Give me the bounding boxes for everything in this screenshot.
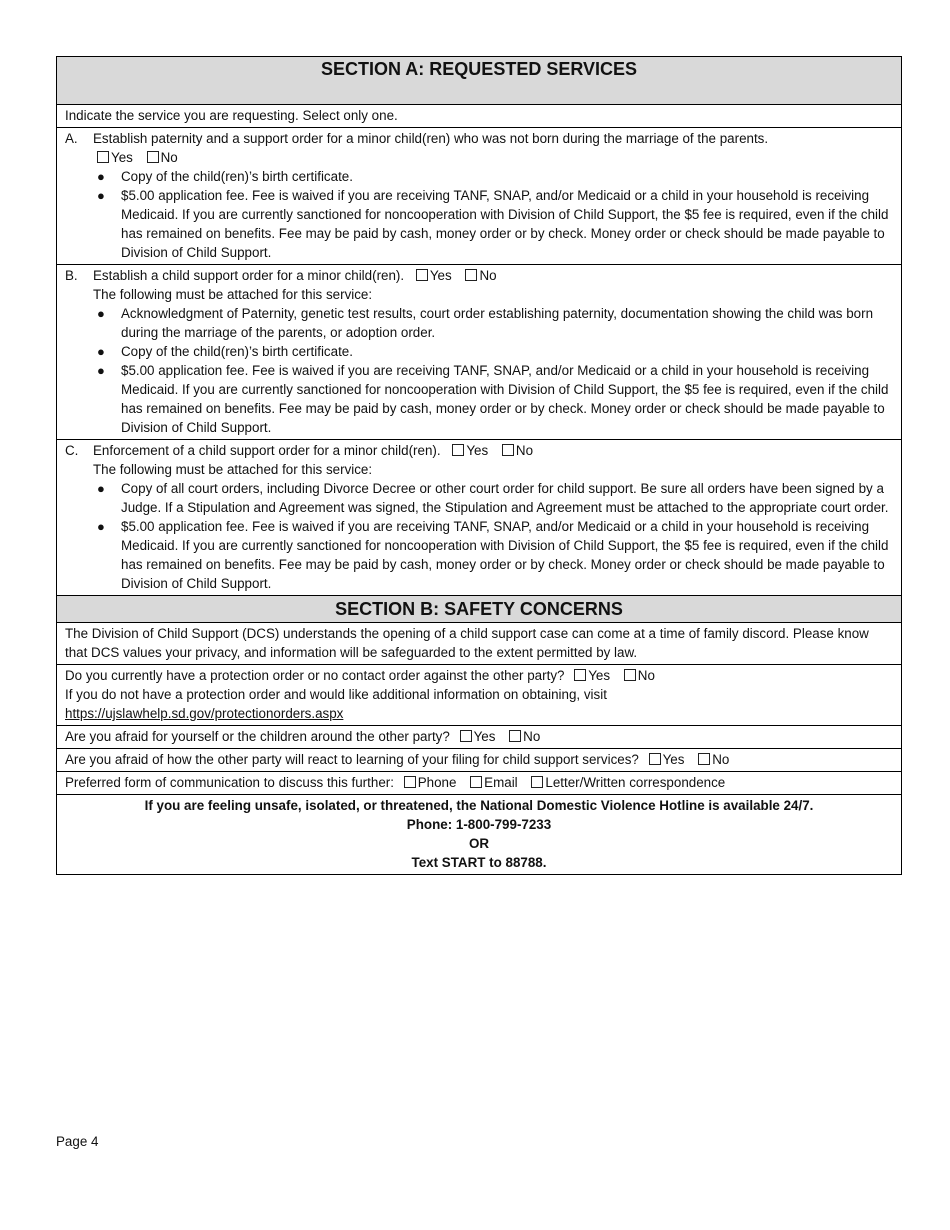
- service-item-c: [57, 440, 902, 596]
- section-a-instruction: Indicate the service you are requesting. Select only one.: [57, 105, 902, 128]
- checkbox-icon: [574, 669, 586, 681]
- list-item: ● Acknowledgment of Paternity, genetic test results, court order establishing paternity, documentation showing the child was born during the marriage of the parents, or adoption order.: [97, 306, 874, 340]
- letter-checkbox[interactable]: Letter/Written correspondence: [531, 773, 725, 792]
- no-checkbox[interactable]: No: [624, 666, 655, 685]
- no-checkbox[interactable]: No: [147, 148, 178, 167]
- item-text: Enforcement of a child support order for a minor child(ren).: [93, 443, 441, 458]
- yes-checkbox[interactable]: Yes: [574, 666, 610, 685]
- bullet-icon: ●: [97, 169, 105, 184]
- checkbox-icon: [531, 776, 543, 788]
- checkbox-icon: [465, 269, 477, 281]
- question-text: Are you afraid for yourself or the children around the other party?: [65, 729, 450, 744]
- no-checkbox[interactable]: No: [465, 266, 496, 285]
- checkbox-icon: [649, 753, 661, 765]
- page-number: Page 4: [56, 1134, 99, 1149]
- application-form-table: [56, 56, 902, 875]
- checkbox-icon: [509, 730, 521, 742]
- yes-checkbox[interactable]: Yes: [649, 750, 685, 769]
- item-text: Establish paternity and a support order for a minor child(ren) who was not born during the marriage of the parents.: [93, 131, 769, 146]
- afraid-question: [57, 726, 902, 749]
- bullet-icon: ●: [97, 188, 105, 203]
- phone-checkbox[interactable]: Phone: [404, 773, 457, 792]
- checkbox-icon: [460, 730, 472, 742]
- yes-checkbox[interactable]: Yes: [416, 266, 452, 285]
- bullet-icon: ●: [97, 306, 105, 321]
- service-item-a: [57, 128, 902, 265]
- attach-note: The following must be attached for this service:: [93, 462, 373, 477]
- communication-preference: [57, 772, 902, 795]
- hotline-text-option: Text START to 88788.: [411, 855, 547, 870]
- list-item: ● Copy of the child(ren)’s birth certificate.: [97, 344, 353, 359]
- service-item-b: [57, 265, 902, 440]
- bullet-icon: ●: [97, 363, 105, 378]
- requirements-list: [65, 304, 893, 437]
- yes-checkbox[interactable]: Yes: [452, 441, 488, 460]
- checkbox-icon: [502, 444, 514, 456]
- section-a-header: [57, 57, 902, 105]
- yes-checkbox[interactable]: Yes: [97, 148, 133, 167]
- question-text: Are you afraid of how the other party will react to learning of your filing for child support services?: [65, 752, 639, 767]
- protection-order-question: [57, 665, 902, 726]
- yes-checkbox[interactable]: Yes: [460, 727, 496, 746]
- bullet-icon: ●: [97, 481, 105, 496]
- item-letter: C.: [65, 443, 79, 458]
- item-letter: A.: [65, 131, 78, 146]
- item-text: Establish a child support order for a minor child(ren).: [93, 268, 405, 283]
- hotline-or: OR: [468, 836, 490, 851]
- item-letter: B.: [65, 268, 78, 283]
- reaction-question: [57, 749, 902, 772]
- list-item: ● Copy of all court orders, including Divorce Decree or other court order for child support. Be sure all orders have been signed by a Judge. If a Stipulation and Agreement was signed, the Stipulation and Agreement must be attached to the appropriate court order.: [97, 481, 889, 515]
- checkbox-icon: [452, 444, 464, 456]
- bullet-icon: ●: [97, 519, 105, 534]
- bullet-icon: ●: [97, 344, 105, 359]
- no-checkbox[interactable]: No: [698, 750, 729, 769]
- protection-order-note: If you do not have a protection order and would like additional information on obtaining, visit: [65, 687, 607, 702]
- list-item: ● $5.00 application fee. Fee is waived if you are receiving TANF, SNAP, and/or Medicaid or a child in your household is receiving Medicaid. If you are currently sanctioned for noncooperation with Division of Child Support, the $5 fee is required, even if the child has remained on benefits. Fee may be paid by cash, money order or by check. Money order or check should be made payable to Division of Child Support.: [97, 363, 889, 435]
- protection-orders-link[interactable]: https://ujslawhelp.sd.gov/protectionorders.aspx: [65, 706, 344, 721]
- hotline-info: [57, 795, 902, 875]
- no-checkbox[interactable]: No: [502, 441, 533, 460]
- checkbox-icon: [147, 151, 159, 163]
- email-checkbox[interactable]: Email: [470, 773, 517, 792]
- checkbox-icon: [470, 776, 482, 788]
- requirements-list: [65, 167, 893, 262]
- hotline-phone: Phone: 1-800-799-7233: [406, 817, 552, 832]
- list-item: ● $5.00 application fee. Fee is waived if you are receiving TANF, SNAP, and/or Medicaid or a child in your household is receiving Medicaid. If you are currently sanctioned for noncooperation with Division of Child Support, the $5 fee is required, even if the child has remained on benefits. Fee may be paid by cash, money order or by check. Money order or check should be made payable to Division of Child Support.: [97, 519, 889, 591]
- checkbox-icon: [404, 776, 416, 788]
- section-b-title: SECTION B: SAFETY CONCERNS: [335, 599, 623, 619]
- section-a-title: SECTION A: REQUESTED SERVICES: [320, 59, 638, 79]
- checkbox-icon: [698, 753, 710, 765]
- requirements-list: [65, 479, 893, 593]
- preference-label: Preferred form of communication to discuss this further:: [65, 775, 394, 790]
- checkbox-icon: [416, 269, 428, 281]
- no-checkbox[interactable]: No: [509, 727, 540, 746]
- section-b-intro: The Division of Child Support (DCS) understands the opening of a child support case can come at a time of family discord. Please know that DCS values your privacy, and information will be safeguarded to the extent permitted by law.: [57, 623, 902, 665]
- section-b-header: [57, 596, 902, 623]
- list-item: ● Copy of the child(ren)’s birth certificate.: [97, 169, 353, 184]
- checkbox-icon: [97, 151, 109, 163]
- yes-no-group: [65, 148, 893, 167]
- question-text: Do you currently have a protection order or no contact order against the other party?: [65, 668, 565, 683]
- list-item: ● $5.00 application fee. Fee is waived if you are receiving TANF, SNAP, and/or Medicaid or a child in your household is receiving Medicaid. If you are currently sanctioned for noncooperation with Division of Child Support, the $5 fee is required, even if the child has remained on benefits. Fee may be paid by cash, money order or by check. Money order or check should be made payable to Division of Child Support.: [97, 188, 889, 260]
- attach-note: The following must be attached for this service:: [93, 287, 373, 302]
- checkbox-icon: [624, 669, 636, 681]
- hotline-text: If you are feeling unsafe, isolated, or threatened, the National Domestic Violence Hotline is available 24/7.: [144, 798, 814, 813]
